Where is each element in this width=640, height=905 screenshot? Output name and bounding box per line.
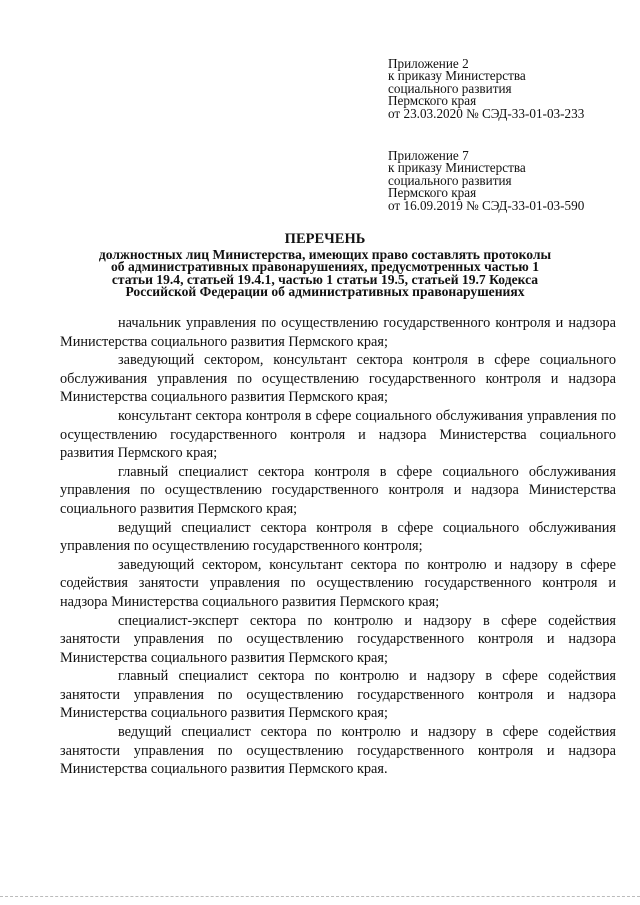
title-line: статьи 19.4, статьей 19.4.1, частью 1 статьи 19.5, статьей 19.7 Кодекса [111,271,539,287]
list-item: консультант сектора контроля в сфере социального обслуживания управления по осуществлению государственного контроля и надзора Министерства социального развития Пермского края; [60,407,616,462]
appendix-7-number: Приложение 7 [388,148,469,163]
appendix-7-date-number: от 16.09.2019 № СЭД-33-01-03-590 [388,197,585,213]
appendix-2-number: Приложение 2 [388,56,469,71]
list-item: ведущий специалист сектора контроля в сфере социального обслуживания управления по осуществлению государственного контроля; [60,519,616,555]
list-item: главный специалист сектора контроля в сфере социального обслуживания управления по осуществлению государственного контроля и надзора Министерства социального развития Пермского края; [60,463,616,517]
list-item: начальник управления по осуществлению государственного контроля и надзора Министерства социального развития Пермского края; [60,315,616,350]
appendix-2-region-line: Пермского края [388,93,477,109]
appendix-7-header [388,150,584,212]
appendix-2-ministry-line: социального развития [388,80,512,96]
appendix-2-order-line: к приказу Министерства [388,68,526,84]
page-bottom-divider [0,896,640,897]
appendix-2-header [388,58,584,120]
title-heading: ПЕРЕЧЕНЬ [284,231,366,247]
list-item: главный специалист сектора по контролю и надзору в сфере содействия занятости управления по осуществлению государственного контроля и надзора Министерства социального развития Пермского края; [60,668,616,722]
officials-list [60,314,616,779]
appendix-7-order-line: к приказу Министерства [388,160,526,176]
appendix-2-date-number: от 23.03.2020 № СЭД-33-01-03-233 [388,105,585,121]
document-title [60,233,590,299]
appendix-7-region-line: Пермского края [388,185,477,201]
title-line: должностных лиц Министерства, имеющих право составлять протоколы [98,246,552,262]
title-line: об административных правонарушениях, предусмотренных частью 1 [110,259,540,274]
list-item: специалист-эксперт сектора по контролю и надзору в сфере содействия занятости управления по осуществлению государственного контроля и надзора Министерства социального развития Пермского края; [60,612,616,666]
title-line: Российской Федерации об административных правонарушениях [125,284,525,299]
list-item: ведущий специалист сектора по контролю и надзору в сфере содействия занятости управления по осуществлению государственного контроля и надзора Министерства социального развития Пермского края. [60,724,616,778]
appendix-7-ministry-line: социального развития [388,172,512,188]
list-item: заведующий сектором, консультант сектора контроля в сфере социального обслуживания управления по осуществлению государственного контроля и надзора Министерства социального развития Пермского края; [60,352,616,406]
list-item: заведующий сектором, консультант сектора по контролю и надзору в сфере содействия занятости управления по осуществлению государственного контроля и надзора Министерства социального развития Пермского края; [60,556,616,610]
